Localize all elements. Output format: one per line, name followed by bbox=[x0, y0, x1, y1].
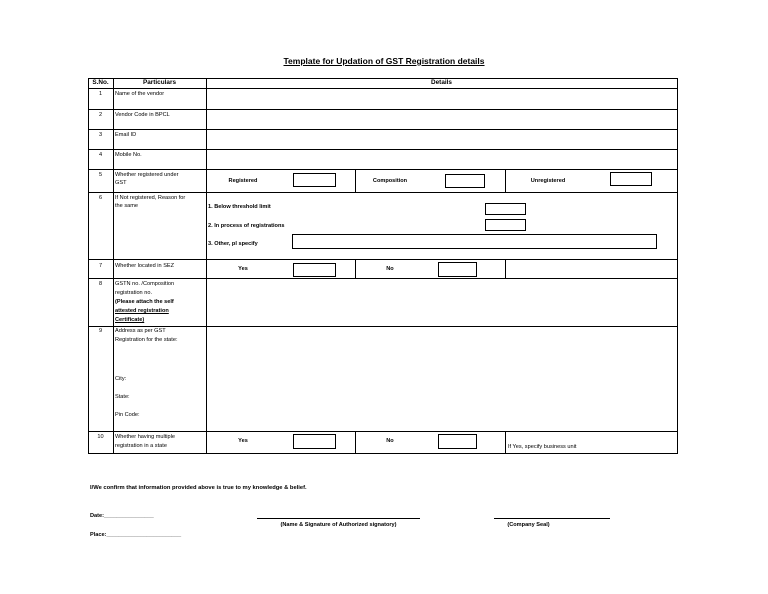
row-label-address-line2: Registration for the state: bbox=[115, 337, 178, 343]
multiple-reg-no-checkbox[interactable] bbox=[438, 434, 477, 449]
row-divider bbox=[88, 259, 678, 260]
row-divider bbox=[88, 431, 678, 432]
address-city-label: City: bbox=[115, 376, 127, 382]
place-field[interactable]: Place:________________________ bbox=[90, 532, 182, 538]
other-reason-input[interactable] bbox=[292, 234, 657, 249]
row-sno: 3 bbox=[98, 132, 103, 138]
registered-checkbox[interactable] bbox=[293, 173, 336, 187]
row-sno: 1 bbox=[98, 91, 103, 97]
row-label-gst-registered-line1: Whether registered under bbox=[115, 172, 179, 178]
composition-checkbox[interactable] bbox=[445, 174, 485, 188]
option-no-label: No bbox=[386, 266, 394, 272]
attach-note-line3: Certificate) bbox=[115, 317, 145, 323]
row-label-mobile: Mobile No. bbox=[115, 152, 142, 158]
row-label-gstn-line2: registration no. bbox=[115, 290, 153, 296]
seal-line bbox=[494, 518, 610, 519]
row-divider bbox=[88, 169, 678, 170]
row-label-reason-line2: the same bbox=[115, 203, 139, 209]
seal-caption: (Company Seal) bbox=[507, 522, 550, 528]
cell-divider bbox=[505, 431, 506, 453]
row-sno: 10 bbox=[97, 434, 104, 440]
row-label-address-line1: Address as per GST bbox=[115, 328, 166, 334]
header-divider bbox=[88, 88, 678, 89]
row-label-reason-line1: If Not registered, Reason for bbox=[115, 195, 186, 201]
cell-divider bbox=[505, 259, 506, 278]
header-particulars: Particulars bbox=[142, 79, 177, 86]
row-divider bbox=[88, 149, 678, 150]
signature-line bbox=[257, 518, 420, 519]
row-label-gstn-line1: GSTN no. /Composition bbox=[115, 281, 175, 287]
row-label-sez: Whether located in SEZ bbox=[115, 263, 175, 269]
date-field[interactable]: Date:________________ bbox=[90, 513, 154, 519]
row-label-vendor-name: Name of the vendor bbox=[115, 91, 165, 97]
header-details: Details bbox=[431, 79, 452, 86]
column-divider bbox=[113, 78, 114, 453]
unregistered-checkbox[interactable] bbox=[610, 172, 652, 186]
page-title: Template for Updation of GST Registration details bbox=[283, 56, 485, 66]
attach-note-line2: attested registration bbox=[115, 308, 169, 314]
row-sno: 2 bbox=[98, 112, 103, 118]
row-label-gst-registered-line2: GST bbox=[115, 180, 127, 186]
reason-below-threshold-label: 1. Below threshold limit bbox=[208, 204, 271, 210]
reason-in-process-label: 2. In process of registrations bbox=[208, 223, 285, 229]
row-sno: 9 bbox=[98, 328, 103, 334]
row-sno: 7 bbox=[98, 263, 103, 269]
row-divider bbox=[88, 129, 678, 130]
row-divider bbox=[88, 192, 678, 193]
row-sno: 8 bbox=[98, 281, 103, 287]
option-composition-label: Composition bbox=[372, 178, 408, 184]
confirmation-statement: I/We confirm that information provided above is true to my knowledge & belief. bbox=[90, 485, 307, 491]
below-threshold-checkbox[interactable] bbox=[485, 203, 526, 215]
in-process-checkbox[interactable] bbox=[485, 219, 526, 231]
option-no-label: No bbox=[386, 438, 394, 444]
row-label-email: Email ID bbox=[115, 132, 137, 138]
row-sno: 6 bbox=[98, 195, 103, 201]
option-unregistered-label: Unregistered bbox=[530, 178, 566, 184]
specify-business-unit-label: If Yes, specify business unit bbox=[508, 444, 577, 450]
row-label-multiple-reg-line1: Whether having multiple bbox=[115, 434, 176, 440]
sez-no-checkbox[interactable] bbox=[438, 262, 477, 277]
address-state-label: State: bbox=[115, 394, 130, 400]
sez-yes-checkbox[interactable] bbox=[293, 263, 336, 277]
address-pincode-label: Pin Code: bbox=[115, 412, 140, 418]
table-border-bottom bbox=[88, 453, 678, 454]
row-label-vendor-code: Vendor Code in BPCL bbox=[115, 112, 170, 118]
row-sno: 5 bbox=[98, 172, 103, 178]
option-yes-label: Yes bbox=[238, 266, 248, 272]
multiple-reg-yes-checkbox[interactable] bbox=[293, 434, 336, 449]
header-sno: S.No. bbox=[92, 79, 109, 86]
row-sno: 4 bbox=[98, 152, 103, 158]
reason-other-label: 3. Other, pl specify bbox=[208, 241, 258, 247]
row-divider bbox=[88, 326, 678, 327]
row-divider bbox=[88, 109, 678, 110]
attach-note-line1: (Please attach the self bbox=[115, 299, 174, 305]
option-yes-label: Yes bbox=[238, 438, 248, 444]
row-label-multiple-reg-line2: registration in a state bbox=[115, 443, 167, 449]
signatory-caption: (Name & Signature of Authorized signatory) bbox=[280, 522, 397, 528]
option-registered-label: Registered bbox=[228, 178, 258, 184]
table-border-right bbox=[677, 78, 678, 453]
row-divider bbox=[88, 278, 678, 279]
